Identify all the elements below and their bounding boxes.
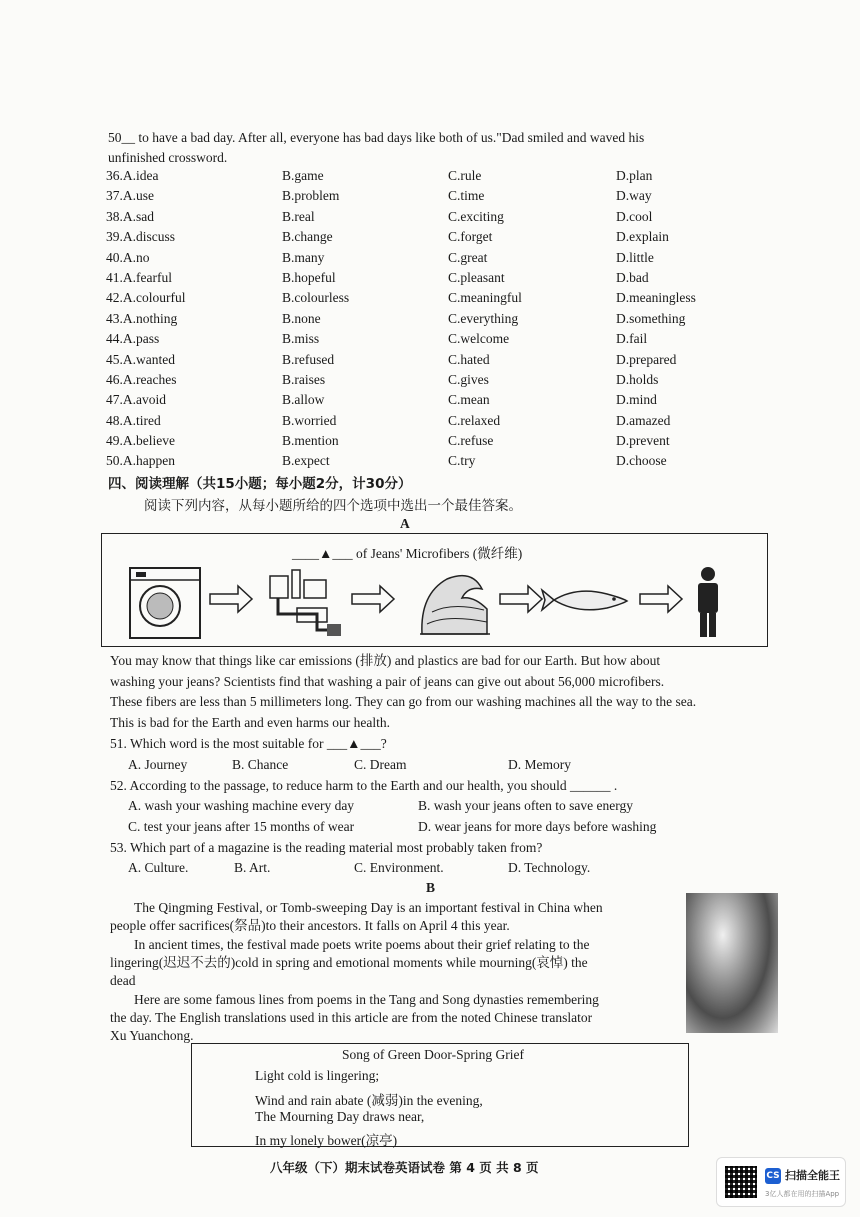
q53-option-d: D. Technology. [508,860,591,875]
poem-line: Wind and rain abate (减弱)in the evening, [255,1093,483,1108]
option-row: 50.A.happen B.expect C.try D.choose [106,453,667,469]
microfiber-figure [101,533,768,647]
option-row: 41.A.fearful B.hopeful C.pleasant D.bad [106,269,649,285]
intro-line-2: unfinished crossword. [108,150,228,165]
passage-b-line: The Qingming Festival, or Tomb-sweeping Day is an important festival in China when [134,900,603,915]
landscape-photo [686,893,778,1033]
scanner-badge [716,1157,846,1207]
q51-option-d: D. Memory [508,757,571,772]
arrow-right-icon [500,586,542,612]
option-row: 40.A.no B.many C.great D.little [106,249,654,265]
passage-b-label: B [426,880,436,895]
q52-option-c: C. test your jeans after 15 months of wear [128,819,355,834]
passage-a-line: You may know that things like car emissions (排放) and plastics are bad for our Earth. But how about [110,653,661,668]
q53-option-a: A. Culture. [128,860,189,875]
factory-icon [270,570,341,636]
option-row: 49.A.believe B.mention C.refuse D.prevent [106,433,670,449]
question-53: 53. Which part of a magazine is the reading material most probably taken from? [110,840,543,855]
passage-a-line: washing your jeans? Scientists find that washing a pair of jeans can give out about 56,000 microfibers. [110,674,665,689]
passage-b-line: dead [110,973,136,988]
question-51: 51. Which word is the most suitable for ___▲___? [110,736,387,751]
question-52: 52. According to the passage, to reduce harm to the Earth and our health, you should ______ . [110,778,618,793]
option-row: 38.A.sad B.real C.exciting D.cool [106,208,653,224]
option-row: 48.A.tired B.worried C.relaxed D.amazed [106,412,671,428]
scanner-tagline: 3亿人都在用的扫描App [765,1190,840,1198]
poem-box [191,1043,689,1147]
passage-a-line: These fibers are less than 5 millimeters long. They can go from our washing machines all the way to the sea. [110,694,697,709]
option-row: 46.A.reaches B.raises C.gives D.holds [106,371,659,387]
poem-line: The Mourning Day draws near, [255,1109,425,1124]
cloze-options [106,168,746,474]
passage-b-line: Here are some famous lines from poems in the Tang and Song dynasties remembering [134,992,599,1007]
washing-machine-icon [130,568,200,638]
arrow-right-icon [210,586,252,612]
option-row: 43.A.nothing B.none C.everything D.something [106,310,686,326]
passage-a-line: This is bad for the Earth and even harms our health. [110,715,391,730]
poem-line: In my lonely bower(凉亭) [255,1133,398,1148]
q51-option-c: C. Dream [354,757,407,772]
figure-illustration [102,534,766,646]
passage-b-line: the day. The English translations used in this article are from the noted Chinese translator [110,1010,593,1025]
camscanner-logo-icon: CS [765,1168,781,1184]
option-row: 44.A.pass B.miss C.welcome D.fail [106,331,648,347]
section-instruction: 阅读下列内容，从每小题所给的四个选项中选出一个最佳答案。 [144,498,522,514]
passage-b-line: people offer sacrifices(祭品)to their ancestors. It falls on April 4 this year. [110,918,510,933]
arrow-right-icon [640,586,682,612]
q52-option-d: D. wear jeans for more days before washing [418,819,657,834]
passage-a-label: A [400,516,410,531]
q52-option-a: A. wash your washing machine every day [128,798,355,813]
option-row: 36.A.idea B.game C.rule D.plan [106,168,653,183]
passage-b-line: Xu Yuanchong. [110,1028,194,1043]
qr-code-icon [725,1166,757,1198]
fish-icon [542,590,627,610]
person-icon [698,567,718,637]
q53-option-b: B. Art. [234,860,271,875]
option-row: 42.A.colourful B.colourless C.meaningful D.meaningless [106,290,696,306]
wave-icon [420,576,490,634]
poem-line: Light cold is lingering; [255,1068,380,1083]
option-row: 45.A.wanted B.refused C.hated D.prepared [106,351,677,367]
q51-option-a: A. Journey [128,757,188,772]
q51-option-b: B. Chance [232,757,289,772]
scanner-name: 扫描全能王 [785,1169,840,1182]
intro-line-1: 50__ to have a bad day. After all, everyone has bad days like both of us."Dad smiled and waved his [108,130,645,145]
figure-title: ____▲___ of Jeans' Microfibers (微纤维) [292,546,523,561]
q52-option-b: B. wash your jeans often to save energy [418,798,633,813]
section-title: 四、阅读理解（共15小题；每小题2分，计30分） [108,476,412,492]
option-row: 39.A.discuss B.change C.forget D.explain [106,229,669,245]
page-footer: 八年级（下）期末试卷英语试卷 第 4 页 共 8 页 [270,1160,539,1175]
option-row: 37.A.use B.problem C.time D.way [106,188,652,204]
poem-title: Song of Green Door-Spring Grief [342,1047,524,1062]
q53-option-c: C. Environment. [354,860,444,875]
arrow-right-icon [352,586,394,612]
passage-b-line: lingering(迟迟不去的)cold in spring and emotional moments while mourning(哀悼) the [110,955,588,970]
option-row: 47.A.avoid B.allow C.mean D.mind [106,392,657,408]
passage-b-line: In ancient times, the festival made poets write poems about their grief relating to the [134,937,590,952]
